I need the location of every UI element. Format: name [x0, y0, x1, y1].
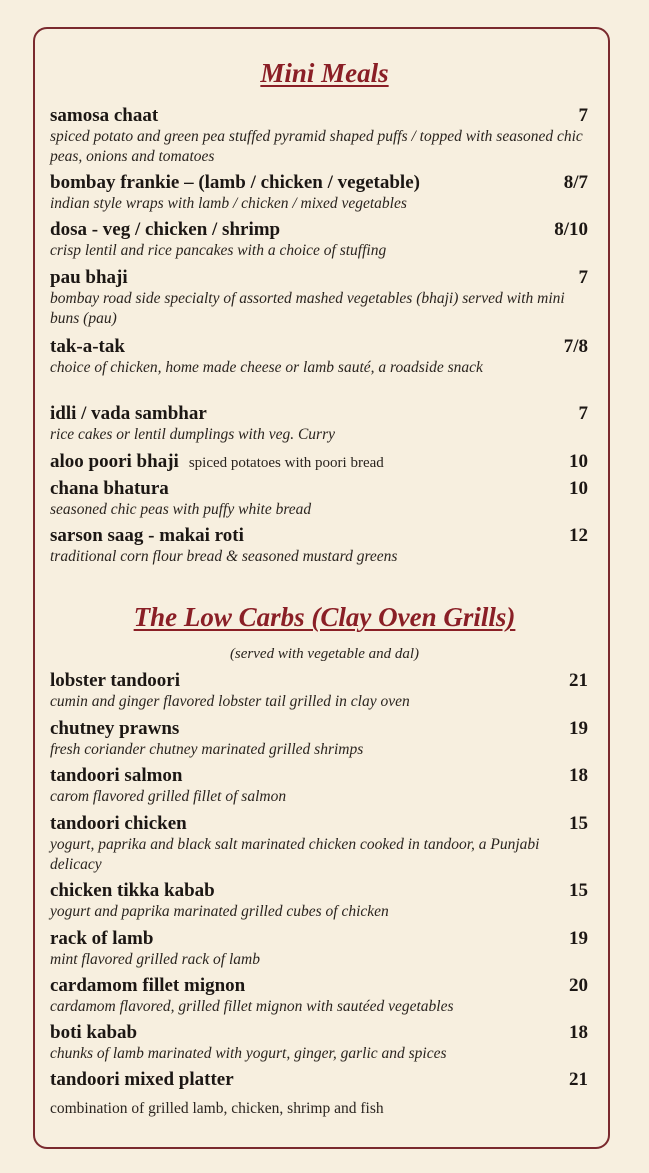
item-name: cardamom fillet mignon [50, 975, 246, 996]
item-price: 21 [569, 670, 588, 691]
item-price: 7 [578, 267, 588, 288]
item-name: lobster tandoori [50, 670, 181, 691]
section-note: (served with vegetable and dal) [229, 646, 420, 662]
item-description: traditional corn flour bread & seasoned mustard greens [50, 548, 398, 565]
menu-item [50, 812, 590, 875]
item-price: 15 [569, 880, 588, 901]
menu-item [50, 477, 590, 520]
item-description: indian style wraps with lamb / chicken / mixed vegetables [50, 195, 407, 212]
item-description: choice of chicken, home made cheese or lamb sauté, a roadside snack [50, 359, 483, 376]
menu-item [50, 879, 590, 922]
item-price: 20 [569, 975, 588, 996]
item-name: bombay frankie – (lamb / chicken / vegetable) [50, 172, 420, 193]
item-name [50, 450, 590, 475]
item-name: chana bhatura [50, 478, 169, 499]
item-description: spiced potato and green pea stuffed pyramid shaped puffs / topped with seasoned chic peas, onions and tomatoes [50, 128, 583, 165]
menu-item [50, 402, 590, 445]
menu-item [50, 1068, 590, 1119]
item-description: combination of grilled lamb, chicken, shrimp and fish [50, 1100, 384, 1117]
item-name: tandoori salmon [50, 765, 183, 786]
item-description: cumin and ginger flavored lobster tail grilled in clay oven [50, 693, 410, 710]
menu-item [50, 764, 590, 807]
menu-item [50, 104, 590, 167]
item-price: 19 [569, 718, 588, 739]
item-inline-description: spiced potatoes with poori bread [188, 455, 384, 471]
item-price: 15 [569, 813, 588, 834]
menu-item [50, 927, 590, 970]
item-name: rack of lamb [50, 928, 154, 949]
item-name: tak-a-tak [50, 336, 125, 357]
item-description: fresh coriander chutney marinated grilled shrimps [50, 741, 364, 758]
menu-item [50, 171, 590, 214]
section-title-mini-meals: Mini Meals [260, 58, 389, 88]
menu-item [50, 218, 590, 261]
item-price: 7 [578, 105, 588, 126]
item-name: boti kabab [50, 1022, 138, 1043]
item-price: 19 [569, 928, 588, 949]
item-name: chicken tikka kabab [50, 880, 215, 901]
item-name-text: aloo poori bhaji [50, 451, 179, 472]
item-description: yogurt, paprika and black salt marinated chicken cooked in tandoor, a Punjabi delicacy [50, 836, 540, 873]
menu-item [50, 717, 590, 760]
item-name: idli / vada sambhar [50, 403, 207, 424]
menu-item [50, 974, 590, 1017]
menu-item [50, 266, 590, 329]
item-description: mint flavored grilled rack of lamb [50, 951, 260, 968]
item-price: 7 [578, 403, 588, 424]
item-description: crisp lentil and rice pancakes with a choice of stuffing [50, 242, 387, 259]
item-price: 10 [569, 478, 588, 499]
item-description: yogurt and paprika marinated grilled cubes of chicken [50, 903, 389, 920]
menu-item [50, 669, 590, 712]
item-description: carom flavored grilled fillet of salmon [50, 788, 287, 805]
section-title-low-carbs: The Low Carbs (Clay Oven Grills) [133, 602, 516, 632]
item-price: 18 [569, 765, 588, 786]
item-description: bombay road side specialty of assorted mashed vegetables (bhaji) served with mini buns (pau) [50, 290, 565, 327]
menu-item [50, 524, 590, 567]
item-description: cardamom flavored, grilled fillet mignon with sautéed vegetables [50, 998, 454, 1015]
item-name: pau bhaji [50, 267, 128, 288]
item-price: 10 [569, 451, 588, 472]
item-name: sarson saag - makai roti [50, 525, 244, 546]
menu-item [50, 450, 590, 475]
item-price: 8/10 [554, 219, 588, 240]
menu-item [50, 1021, 590, 1064]
item-price: 7/8 [563, 336, 588, 357]
item-description: seasoned chic peas with puffy white bread [50, 501, 312, 518]
item-price: 12 [569, 525, 588, 546]
item-name: tandoori mixed platter [50, 1069, 234, 1090]
item-name: samosa chaat [50, 105, 159, 126]
menu-item [50, 335, 590, 378]
item-description: rice cakes or lentil dumplings with veg. Curry [50, 426, 335, 443]
item-price: 21 [569, 1069, 588, 1090]
item-price: 8/7 [563, 172, 588, 193]
item-name: dosa - veg / chicken / shrimp [50, 219, 281, 240]
item-name: chutney prawns [50, 718, 180, 739]
item-price: 18 [569, 1022, 588, 1043]
item-description: chunks of lamb marinated with yogurt, ginger, garlic and spices [50, 1045, 447, 1062]
item-name: tandoori chicken [50, 813, 187, 834]
